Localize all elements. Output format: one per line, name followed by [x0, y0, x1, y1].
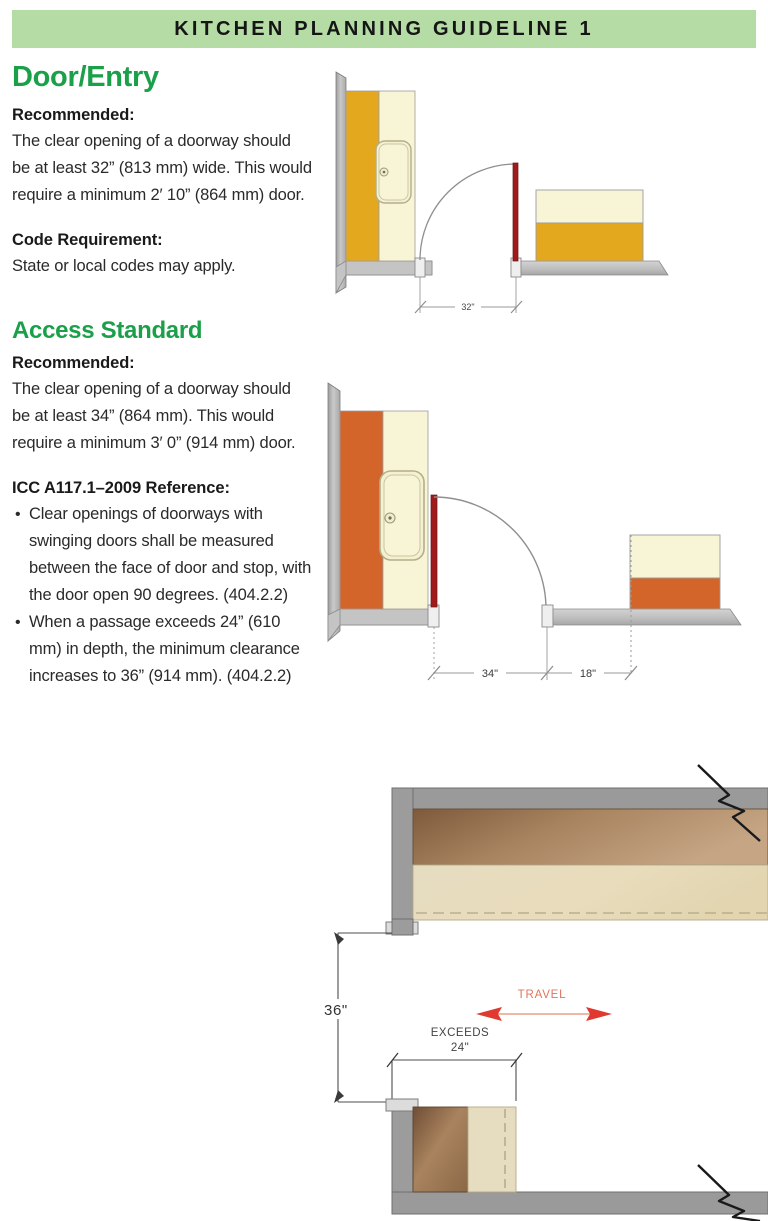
section-title-door-entry: Door/Entry [12, 61, 159, 93]
door-jamb-right [542, 605, 553, 627]
spacer [12, 209, 312, 231]
page-header-banner [12, 10, 756, 48]
list-item: • When a passage exceeds 24” (610 mm) in depth, the minimum clearance increases to 36” (914 mm). (404.2.2) [29, 609, 312, 690]
door-swing-arc [420, 164, 516, 260]
opposite-counter-surface [521, 261, 668, 275]
exceeds-label: EXCEEDS [430, 1027, 490, 1039]
wall-horizontal [328, 609, 436, 641]
spacer [12, 457, 312, 479]
list-item: • Clear openings of doorways with swinging doors shall be measured between the face of door and stop, with the door open 90 degrees. (404.2.2) [29, 501, 312, 609]
lower-cabinet-block-brown [413, 1107, 468, 1192]
tan-floor-band [413, 865, 768, 920]
dimension-36in [322, 932, 392, 1103]
dimension-label-36: 36" [324, 1002, 348, 1019]
dimension-label-32: 32" [461, 302, 475, 312]
body-code-requirement: State or local codes may apply. [12, 257, 236, 276]
red-door-leaf [431, 495, 437, 607]
door-swing-arc [434, 497, 546, 609]
diagram-access-standard-plan [300, 375, 768, 720]
orange-cabinet-run [340, 411, 383, 609]
opposite-appliance-block [536, 190, 643, 261]
door-hinge-left [415, 258, 425, 277]
dimension-label-24: 24" [450, 1042, 470, 1054]
dimension-34in [428, 627, 553, 680]
dimension-32in [415, 277, 522, 313]
sink-icon [376, 141, 411, 203]
body-recommended-1: The clear opening of a doorway should be at least 32” (813 mm) wide. This would require a minimum 2′ 10” (864 mm) door. [12, 132, 312, 205]
dimension-exceeds-24in [387, 1027, 522, 1101]
icc-reference-list [12, 501, 312, 690]
brown-cabinet-band [413, 809, 768, 865]
diagram-passage-depth [320, 755, 768, 1221]
opposite-appliance-block [630, 535, 720, 609]
section-title-access-standard: Access Standard [12, 317, 203, 345]
text-column [12, 62, 312, 690]
spacer [12, 302, 312, 318]
wall-vertical [336, 72, 346, 293]
subheading-code-requirement: Code Requirement: [12, 231, 163, 250]
wall-vertical [328, 383, 340, 641]
travel-label: TRAVEL [517, 989, 567, 1001]
opposite-counter-surface [553, 609, 741, 625]
diagram-door-entry-plan [310, 55, 768, 330]
sink-icon [380, 471, 424, 560]
lower-cabinet-block-tan [468, 1107, 516, 1192]
body-recommended-2: The clear opening of a doorway should be at least 34” (864 mm). This would require a minimum 3′ 0” (914 mm) door. [12, 379, 296, 452]
dimension-label-18: 18" [579, 668, 597, 680]
dimension-label-34: 34" [481, 668, 499, 680]
door-hinge-left [428, 605, 439, 627]
subheading-recommended-2: Recommended: [12, 353, 135, 372]
spacer [12, 280, 312, 302]
dimension-18in [547, 665, 637, 680]
travel-arrow [476, 989, 612, 1021]
page-title: KITCHEN PLANNING GUIDELINE 1 [174, 18, 594, 40]
subheading-recommended-1: Recommended: [12, 106, 135, 125]
subheading-icc-reference: ICC A117.1–2009 Reference: [12, 478, 230, 497]
red-door-leaf [513, 163, 518, 261]
gold-cabinet-run [346, 91, 379, 261]
